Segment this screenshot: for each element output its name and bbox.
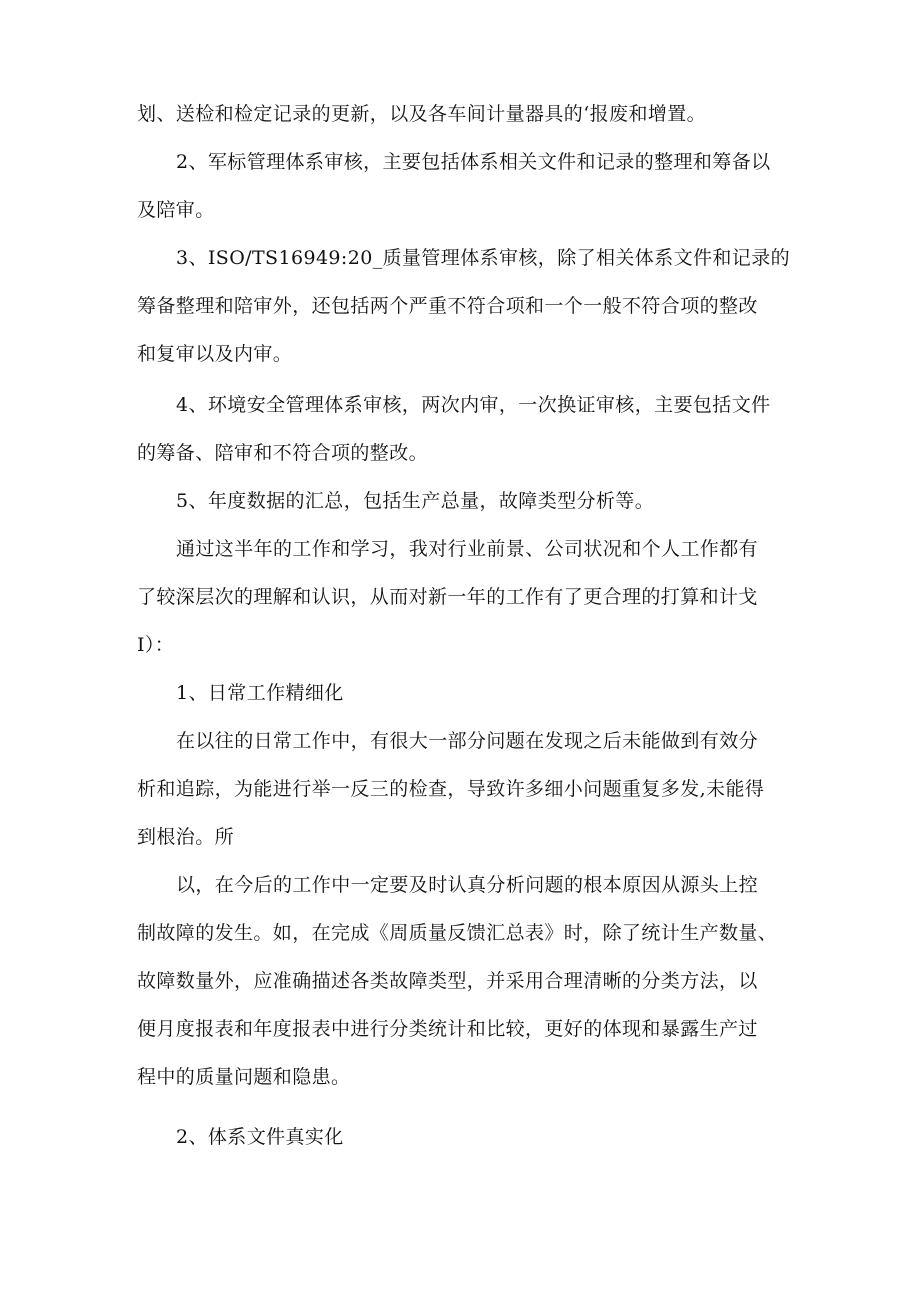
text-line: 和复审以及内审。: [137, 343, 293, 365]
text-line: 制故障的发生。如，在完成《周质量反馈汇总表》时，除了统计生产数量、: [137, 922, 778, 944]
text-line: 划、送检和检定记录的更新，以及各车间计量器具的‘报废和增置。: [137, 103, 707, 125]
text-line: 及陪审。: [137, 199, 215, 221]
text-line: 的筹备、陪审和不符合项的整改。: [137, 442, 429, 464]
text-line: 在以往的日常工作中，有很大一部分问题在发现之后未能做到有效分: [176, 730, 759, 752]
text-line: 2、军标管理体系审核，主要包括体系相关文件和记录的整理和筹备以: [176, 151, 771, 173]
text-line: 4、环境安全管理体系审核，两次内审，一次换证审核，主要包括文件: [176, 394, 771, 416]
text-line: 5、年度数据的汇总，包括生产总量，故障类型分析等。: [176, 490, 655, 512]
text-line: 到根治。所: [137, 826, 235, 848]
text-line: 通过这半年的工作和学习，我对行业前景、公司状况和个人工作都有: [176, 538, 759, 560]
text-line: 3、ISO/TS16949:20_质量管理体系审核，除了相关体系文件和记录的: [176, 247, 790, 269]
text-line: 2、体系文件真实化: [176, 1126, 344, 1148]
text-line: 析和追踪，为能进行举一反三的检查，导致许多细小问题重复多发,未能得: [137, 778, 765, 800]
text-line: 程中的质量问题和隐患。: [137, 1066, 351, 1088]
text-line: 了较深层次的理解和认识，从而对新一年的工作有了更合理的打算和计戈: [137, 586, 758, 608]
text-line: 1、日常工作精细化: [176, 682, 344, 704]
text-line: 故障数量外，应准确描述各类故障类型，并采用合理清晰的分类方法，以: [137, 970, 758, 992]
text-line: 便月度报表和年度报表中进行分类统计和比较，更好的体现和暴露生产过: [137, 1018, 758, 1040]
text-line: 以，在今后的工作中一定要及时认真分析问题的根本原因从源头上控: [176, 874, 759, 896]
text-line: I）：: [137, 634, 175, 656]
text-line: 筹备整理和陪审外，还包括两个严重不符合项和一个一般不符合项的整改: [137, 295, 758, 317]
